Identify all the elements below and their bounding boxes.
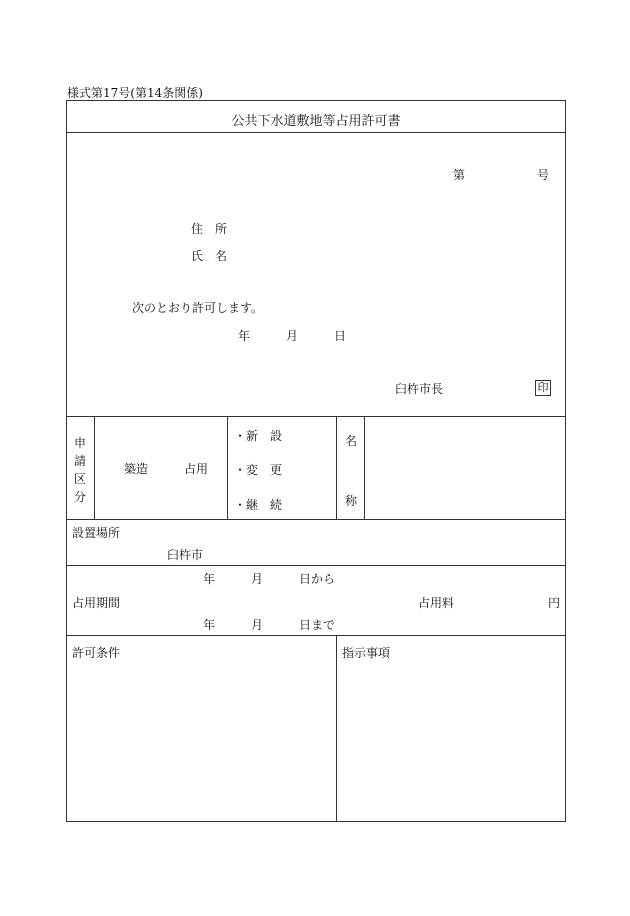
- period-from-year: 年: [203, 572, 216, 586]
- date-month-label: 月: [286, 329, 299, 343]
- period-to-year: 年: [203, 618, 216, 632]
- seal-mark: 印: [535, 380, 551, 396]
- name-label-top: 名: [345, 434, 358, 448]
- fee-unit: 円: [548, 596, 561, 610]
- period-from-day: 日から: [299, 572, 336, 586]
- category-char-4: 分: [74, 490, 87, 504]
- category-char-1: 申: [74, 436, 87, 450]
- name-label: 氏 名: [191, 249, 228, 263]
- title-divider: [66, 132, 566, 133]
- issuer-title: 臼杵市長: [395, 382, 444, 396]
- form-number-label: 様式第17号(第14条関係): [67, 86, 203, 100]
- permission-statement: 次のとおり許可します。: [132, 301, 264, 315]
- location-label: 設置場所: [72, 526, 121, 540]
- date-year-label: 年: [238, 329, 251, 343]
- category-char-3: 区: [74, 472, 87, 486]
- type-col-divider: [227, 416, 228, 519]
- options-col-divider: [336, 416, 337, 519]
- type-occupancy: 占用: [184, 462, 209, 476]
- period-to-month: 月: [251, 618, 264, 632]
- fee-label: 占用料: [418, 596, 455, 610]
- number-suffix: 号: [537, 168, 550, 182]
- period-divider: [66, 635, 566, 636]
- name-label-bottom: 称: [345, 494, 358, 508]
- header-divider: [66, 416, 566, 417]
- conditions-label: 許可条件: [72, 646, 121, 660]
- application-divider: [66, 519, 566, 520]
- period-label: 占用期間: [72, 596, 121, 610]
- category-char-2: 請: [74, 454, 87, 468]
- type-construction: 築造: [124, 462, 149, 476]
- location-city: 臼杵市: [167, 548, 204, 562]
- category-col-divider: [94, 416, 95, 519]
- date-day-label: 日: [334, 329, 347, 343]
- option-new: ・新 設: [234, 429, 283, 443]
- period-from-month: 月: [251, 572, 264, 586]
- number-prefix: 第: [453, 168, 466, 182]
- document-title: 公共下水道敷地等占用許可書: [231, 114, 401, 129]
- conditions-col-divider: [336, 635, 337, 822]
- option-change: ・変 更: [234, 463, 283, 477]
- name-label-col-divider: [364, 416, 365, 519]
- option-continue: ・継 続: [234, 498, 283, 512]
- location-divider: [66, 565, 566, 566]
- instructions-label: 指示事項: [342, 646, 391, 660]
- address-label: 住 所: [191, 222, 228, 236]
- period-to-day: 日まで: [299, 618, 336, 632]
